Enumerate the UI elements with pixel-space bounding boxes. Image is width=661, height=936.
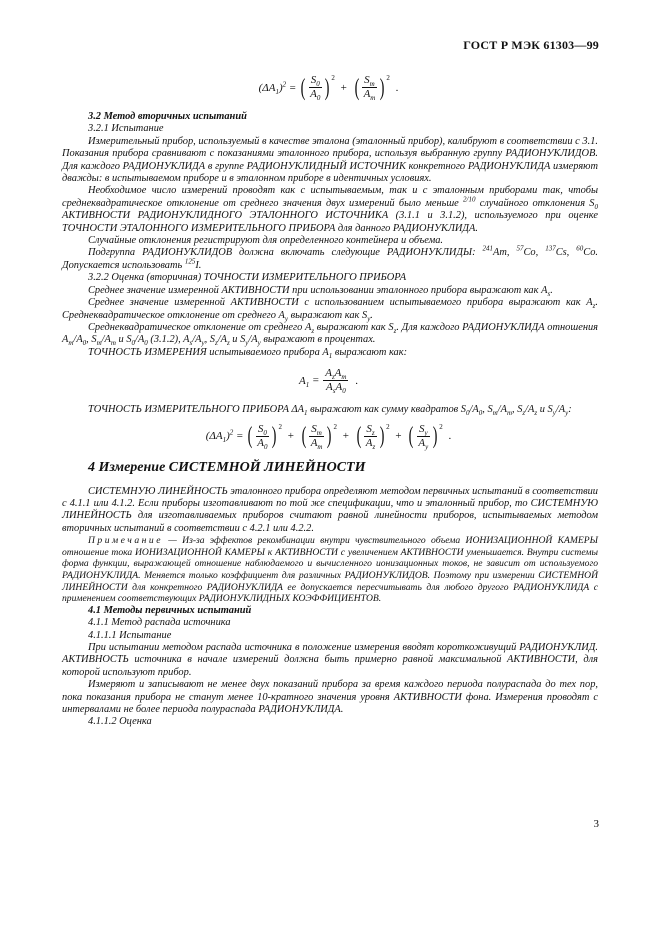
formula-delta-a1-secondary: $(\Delta A_1)^2$ = ( $\frac{S_0}{A_0}$ ) $^2$ + ( $\frac{S_m}{A_m}$ ) $^2$ + ( $\frac{S_z}{A_z}$ ) $^2$ + ( $\frac{S_y}{A_y}$ ) $^2$ .	[205, 422, 452, 451]
subsection-heading-4-1-1-1: 4.1.1.1 Испытание	[88, 629, 172, 641]
section-heading-4-1: 4.1 Методы первичных испытаний	[88, 604, 252, 616]
paragraph: Среднее значение измеренной АКТИВНОСТИ при использовании эталонного прибора выражают как $A_s$.	[88, 284, 553, 298]
paragraph: Среднеквадратическое отклонение от среднего $A_z$ выражают как $S_z$. Для каждого РАДИОНУКЛИДА отношения $A_m/A_0$, $S_m/A_m$ и $S_0/A_0$ (3.1.2), $A_s/A_y$, $S_z/A_z$ и $S_y/A_y$ выражают в процентах.	[62, 321, 598, 348]
formula-delta-a1-primary: $(\Delta A_1)^2$ = ( $\frac{S_0}{A_0}$ ) $^2$ + ( $\frac{S_m}{A_m}$ ) $^2$ .	[258, 74, 399, 103]
section-heading-4: 4 Измерение СИСТЕМНОЙ ЛИНЕЙНОСТИ	[88, 459, 366, 475]
paragraph: Случайные отклонения регистрируют для определенного контейнера и объема.	[88, 235, 444, 247]
paragraph: ТОЧНОСТЬ ИЗМЕРИТЕЛЬНОГО ПРИБОРА $\Delta A_1$ выражают как сумму квадратов $S_0/A_0$, $S_m/A_m$, $S_z/A_z$ и $S_y/A_y$:	[88, 404, 572, 418]
subsection-heading-3-2-2: 3.2.2 Оценка (вторичная) ТОЧНОСТИ ИЗМЕРИТЕЛЬНОГО ПРИБОРА	[88, 272, 407, 284]
section-heading-3-2: 3.2 Метод вторичных испытаний	[88, 111, 247, 122]
subsection-heading-4-1-1-2: 4.1.1.2 Оценка	[88, 716, 152, 728]
page-body	[62, 70, 598, 729]
paragraph: Подгруппа РАДИОНУКЛИДОВ должна включать следующие РАДИОНУКЛИДЫ: $^{241}$Am, $^{57}$Co, $^{137}$Cs, $^{60}$Co. Допускается использовать $^{125}$I.	[62, 245, 599, 271]
subsection-heading-3-2-1: 3.2.1 Испытание	[88, 123, 164, 135]
paragraph: Необходимое число измерений проводят как с испытываемым, так и с эталонным приборами так, чтобы среднеквадратическое отклонение от среднего значения двух измерений было меньше $^{2/10}$ случайного отклонения $S_0$ АКТИВНОСТИ РАДИОНУКЛИДНОГО ЭТАЛОННОГО ИСТОЧНИКА (3.1.1 и 3.1.2), используемого при оценке ТОЧНОСТИ ЭТАЛОННОГО ИЗМЕРИТЕЛЬНОГО ПРИБОРА для данного РАДИОНУКЛИДА.	[62, 185, 598, 234]
page-number: 3	[593, 818, 599, 830]
paragraph: ТОЧНОСТЬ ИЗМЕРЕНИЯ испытываемого прибора $A_1$ выражают как:	[88, 346, 408, 360]
note: Примечание — Из-за эффектов рекомбинации внутри чувствительного объема ИОНИЗАЦИОННОЙ КАМЕРЫ отношение тока ИОНИЗАЦИОННОЙ КАМЕРЫ к АКТИВНОСТИ с увеличением АКТИВНОСТИ уменьшается. Внутри системы форма функции, выражающей отношение наблюдаемого и вычисленного ионизационных токов, не зависит от используемого РАДИОНУКЛИДА. Меняется только коэффициент для различных РАДИОНУКЛИДОВ. Поэтому при измерении СИСТЕМНОЙ ЛИНЕЙНОСТИ для конкретного РАДИОНУКЛИДА ее допускается пересчитывать для любого другого РАДИОНУКЛИДА с применением соответствующих РАДИОНУКЛИДНЫХ КОЭФФИЦИЕНТОВ.	[62, 535, 598, 605]
paragraph: При испытании методом распада источника в положение измерения вводят короткоживущий РАДИОНУКЛИД. АКТИВНОСТЬ источника в начале измерений должна быть примерно равной максимальной АКТИВНОСТИ, для которой используют прибор.	[62, 641, 598, 678]
paragraph: Среднее значение измеренной АКТИВНОСТИ с использованием испытываемого прибора выражают как $A_z$. Среднеквадратическое отклонение от среднего $A_y$ выражают как $S_y$.	[62, 297, 598, 323]
subsection-heading-4-1-1: 4.1.1 Метод распада источника	[88, 617, 231, 629]
paragraph: Измерительный прибор, используемый в качестве эталона (эталонный прибор), калибруют в соответствии с 3.1. Показания прибора сравнивают с показаниями эталонного прибора, используя выбранную группу РАДИОНУКЛИДОВ. Для каждого РАДИОНУКЛИДА в группе РАДИОНУКЛИДНЫЙ ИСТОЧНИК конкретного РАДИОНУКЛИДА измеряют дважды: в испытываемом приборе и в эталонном приборе в идентичных условиях.	[62, 135, 598, 185]
document-header: ГОСТ Р МЭК 61303—99	[463, 38, 599, 52]
formula-accuracy-a1: $A_1$ = $\frac{A_zA_m}{A_sA_0}$ .	[299, 367, 358, 396]
paragraph: СИСТЕМНУЮ ЛИНЕЙНОСТЬ эталонного прибора определяют методом первичных испытаний в соответствии с 4.1.1 или 4.1.2. Если приборы изготавливают по той же спецификации, что и эталонный прибор, то СИСТЕМНУЮ ЛИНЕЙНОСТЬ для изготавливаемых приборов считают равной линейности приборов, испытываемых методом вторичных испытаний в соответствии с 4.2.1 или 4.2.2.	[62, 485, 598, 534]
paragraph: Измеряют и записывают не менее двух показаний прибора за время каждого периода полураспада до тех пор, пока показания прибора не станут менее 10-кратного значения уровня АКТИВНОСТИ фона. Измерения проводят с интервалами не более периода полураспада РАДИОНУКЛИДА.	[62, 679, 598, 715]
